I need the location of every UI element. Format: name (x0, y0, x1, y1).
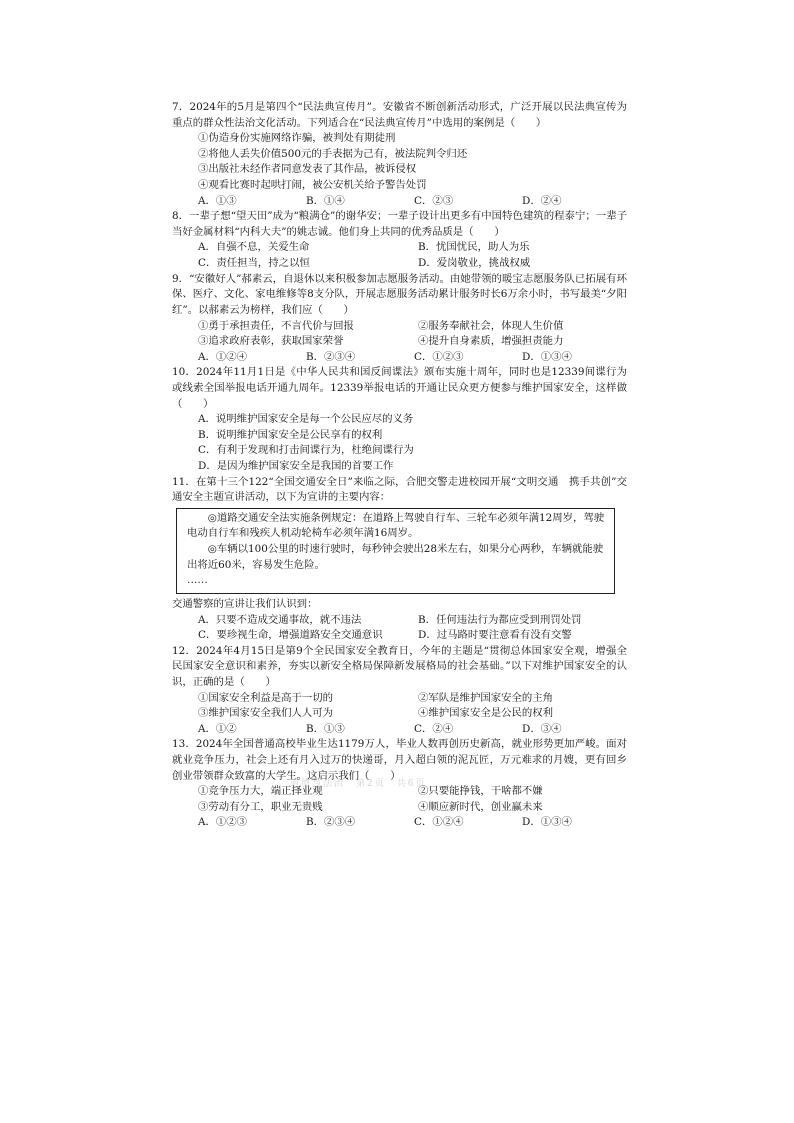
option-b[interactable]: B．①③ (306, 722, 345, 735)
lecture-point: ◎道路交通安全法实施条例规定：在道路上驾驶自行车、三轮车必须年满12周岁，驾驶电动自行车和残疾人机动轮椅车必须年满16周岁。 (187, 511, 605, 540)
statement: ④顺应新时代，创业赢未来 (418, 800, 543, 813)
exam-page (172, 100, 627, 831)
footer-text: 道德与法治 第2页 共6页 (290, 779, 427, 789)
option-c[interactable]: C．①②③ (414, 350, 464, 363)
statement: ①国家安全利益是高于一切的 (198, 691, 334, 704)
statement: ③追求政府表彰，获取国家荣誉 (198, 335, 344, 348)
question-stem: 7．2024年的5月是第四个“民法典宣传月”。安徽省不断创新活动形式，广泛开展以民法典宣传为重点的群众性法治文化活动。下列适合在“民法典宣传月”中选用的案例是（ ） (172, 101, 627, 129)
option-d[interactable]: D．过马路时要注意看有没有交警 (418, 629, 572, 642)
option-c[interactable]: C．②④ (414, 722, 454, 735)
option-b[interactable]: B．②③④ (306, 350, 356, 363)
lecture-point: ◎车辆以100公里的时速行驶时，每秒钟会驶出28米左右，如果分心两秒，车辆就能驶出将近60米，容易发生危险。 (187, 543, 604, 571)
statement: ②服务奉献社会，体现人生价值 (418, 319, 564, 332)
statement: ②将他人丢失价值500元的手表据为己有，被法院判令归还 (198, 147, 468, 160)
question-prompt: 交通警察的宣讲让我们认识到： (172, 597, 318, 610)
lecture-content-box (176, 508, 615, 594)
question-stem: 9．“安徽好人”郝素云，自退休以来积极参加志愿服务活动。由她带领的暖宝志愿服务队已拓展有环保、医疗、文化、家电维修等8支分队，开展志愿服务活动累计服务时长6万余小时，书写最美“夕阳红”。以郝素云为榜样，我们应（ ） (172, 272, 627, 316)
statement: ②只要能挣钱，干啥都不嫌 (418, 785, 543, 798)
statement: ①伪造身份实施网络诈骗，被判处有期徒刑 (198, 132, 396, 145)
question-7 (172, 100, 627, 209)
question-stem: 10．2024年11月1日是《中华人民共和国反间谍法》颁布实施十周年，同时也是12339间谍行为或线索全国举报电话开通九周年。12339举报电话的开通让民众更方便参与维护国家安全，这样做（ ） (172, 366, 627, 410)
answer-options (198, 194, 627, 210)
option-a[interactable]: A．自强不息，关爱生命 (198, 241, 310, 254)
option-a[interactable]: A．只要不造成交通事故，就不违法 (198, 613, 362, 626)
statement: ①勇于承担责任，不言代价与回报 (198, 319, 354, 332)
option-d[interactable]: D．①③④ (522, 350, 572, 363)
answer-options (198, 412, 627, 474)
option-d[interactable]: D．①③④ (522, 816, 572, 829)
option-d[interactable]: D．②④ (522, 194, 562, 207)
option-a[interactable]: A．①②④ (198, 350, 248, 363)
option-c[interactable]: C．②③ (414, 194, 454, 207)
answer-options (198, 350, 627, 366)
option-b[interactable]: B．①④ (306, 194, 345, 207)
page-footer (290, 776, 490, 789)
question-stem: 8．一辈子想“望天田”成为“粮满仓”的谢华安；一辈子设计出更多有中国特色建筑的程泰宁；一辈子当好金属材料“内科大夫”的姚志诚。他们身上共同的优秀品质是（ ） (172, 210, 627, 238)
option-d[interactable]: D．③④ (522, 722, 562, 735)
answer-options (198, 613, 627, 644)
option-a[interactable]: A．①②③ (198, 816, 248, 829)
ellipsis: …… (187, 574, 208, 587)
option-b[interactable]: B．说明维护国家安全是公民享有的权利 (198, 428, 383, 441)
statement: ④观看比赛时起哄打闹，被公安机关给予警告处罚 (198, 179, 427, 192)
statement: ②军队是维护国家安全的主角 (418, 691, 554, 704)
option-c[interactable]: C．①②④ (414, 816, 464, 829)
option-a[interactable]: A．说明维护国家安全是每一个公民应尽的义务 (198, 413, 414, 426)
question-stem: 13．2024年全国普通高校毕业生达1179万人，毕业人数再创历史新高，就业形势更加严峻。面对就业竞争压力，社会上还有月入过万的快递哥，月入超白领的泥瓦匠，万元难求的月嫂，更有回乡创业带领群众致富的大学生。这启示我们（ ） (172, 738, 627, 782)
answer-options (198, 240, 627, 271)
option-b[interactable]: B．任何违法行为都应受到刑罚处罚 (418, 613, 582, 626)
statement: ①竞争压力大，端正择业观 (198, 785, 323, 798)
statement: ③维护国家安全我们人人可为 (198, 707, 334, 720)
option-a[interactable]: A．①③ (198, 194, 237, 207)
question-10 (172, 365, 627, 474)
question-stem: 11．在第十三个122“全国交通安全日”来临之际，合肥交警走进校园开展“文明交通 携手共创”交通安全主题宣讲活动，以下为宣讲的主要内容： (172, 475, 627, 504)
question-12 (172, 644, 627, 738)
option-a[interactable]: A．①② (198, 722, 237, 735)
answer-options (198, 722, 627, 738)
question-9 (172, 272, 627, 366)
statement-list (198, 319, 627, 350)
option-c[interactable]: C．责任担当，持之以恒 (198, 257, 310, 270)
statement: ③出版社未经作者同意发表了其作品，被诉侵权 (198, 163, 417, 176)
answer-options (198, 815, 627, 831)
question-11 (172, 475, 627, 644)
statement: ④维护国家安全是公民的权利 (418, 707, 554, 720)
statement: ③劳动有分工，职业无贵贱 (198, 800, 323, 813)
option-d[interactable]: D．是因为维护国家安全是我国的首要工作 (198, 460, 394, 473)
statement-list (198, 131, 627, 193)
statement: ④提升自身素质，增强担责能力 (418, 335, 564, 348)
question-stem: 12．2024年4月15日是第9个全民国家安全教育日，今年的主题是“贯彻总体国家安全观，增强全民国家安全意识和素养，夯实以新安全格局保障新发展格局的社会基础。”以下对维护国家安全的认识，正确的是（ ） (172, 644, 627, 688)
option-b[interactable]: B．忧国忧民，助人为乐 (418, 241, 530, 254)
option-c[interactable]: C．有利于发现和打击间谍行为，杜绝间谍行为 (198, 444, 414, 457)
question-8 (172, 209, 627, 271)
option-c[interactable]: C．要珍视生命，增强道路安全交通意识 (198, 629, 383, 642)
option-b[interactable]: B．②③④ (306, 816, 356, 829)
option-d[interactable]: D．爱岗敬业，挑战权威 (418, 257, 531, 270)
statement-list (198, 691, 627, 722)
